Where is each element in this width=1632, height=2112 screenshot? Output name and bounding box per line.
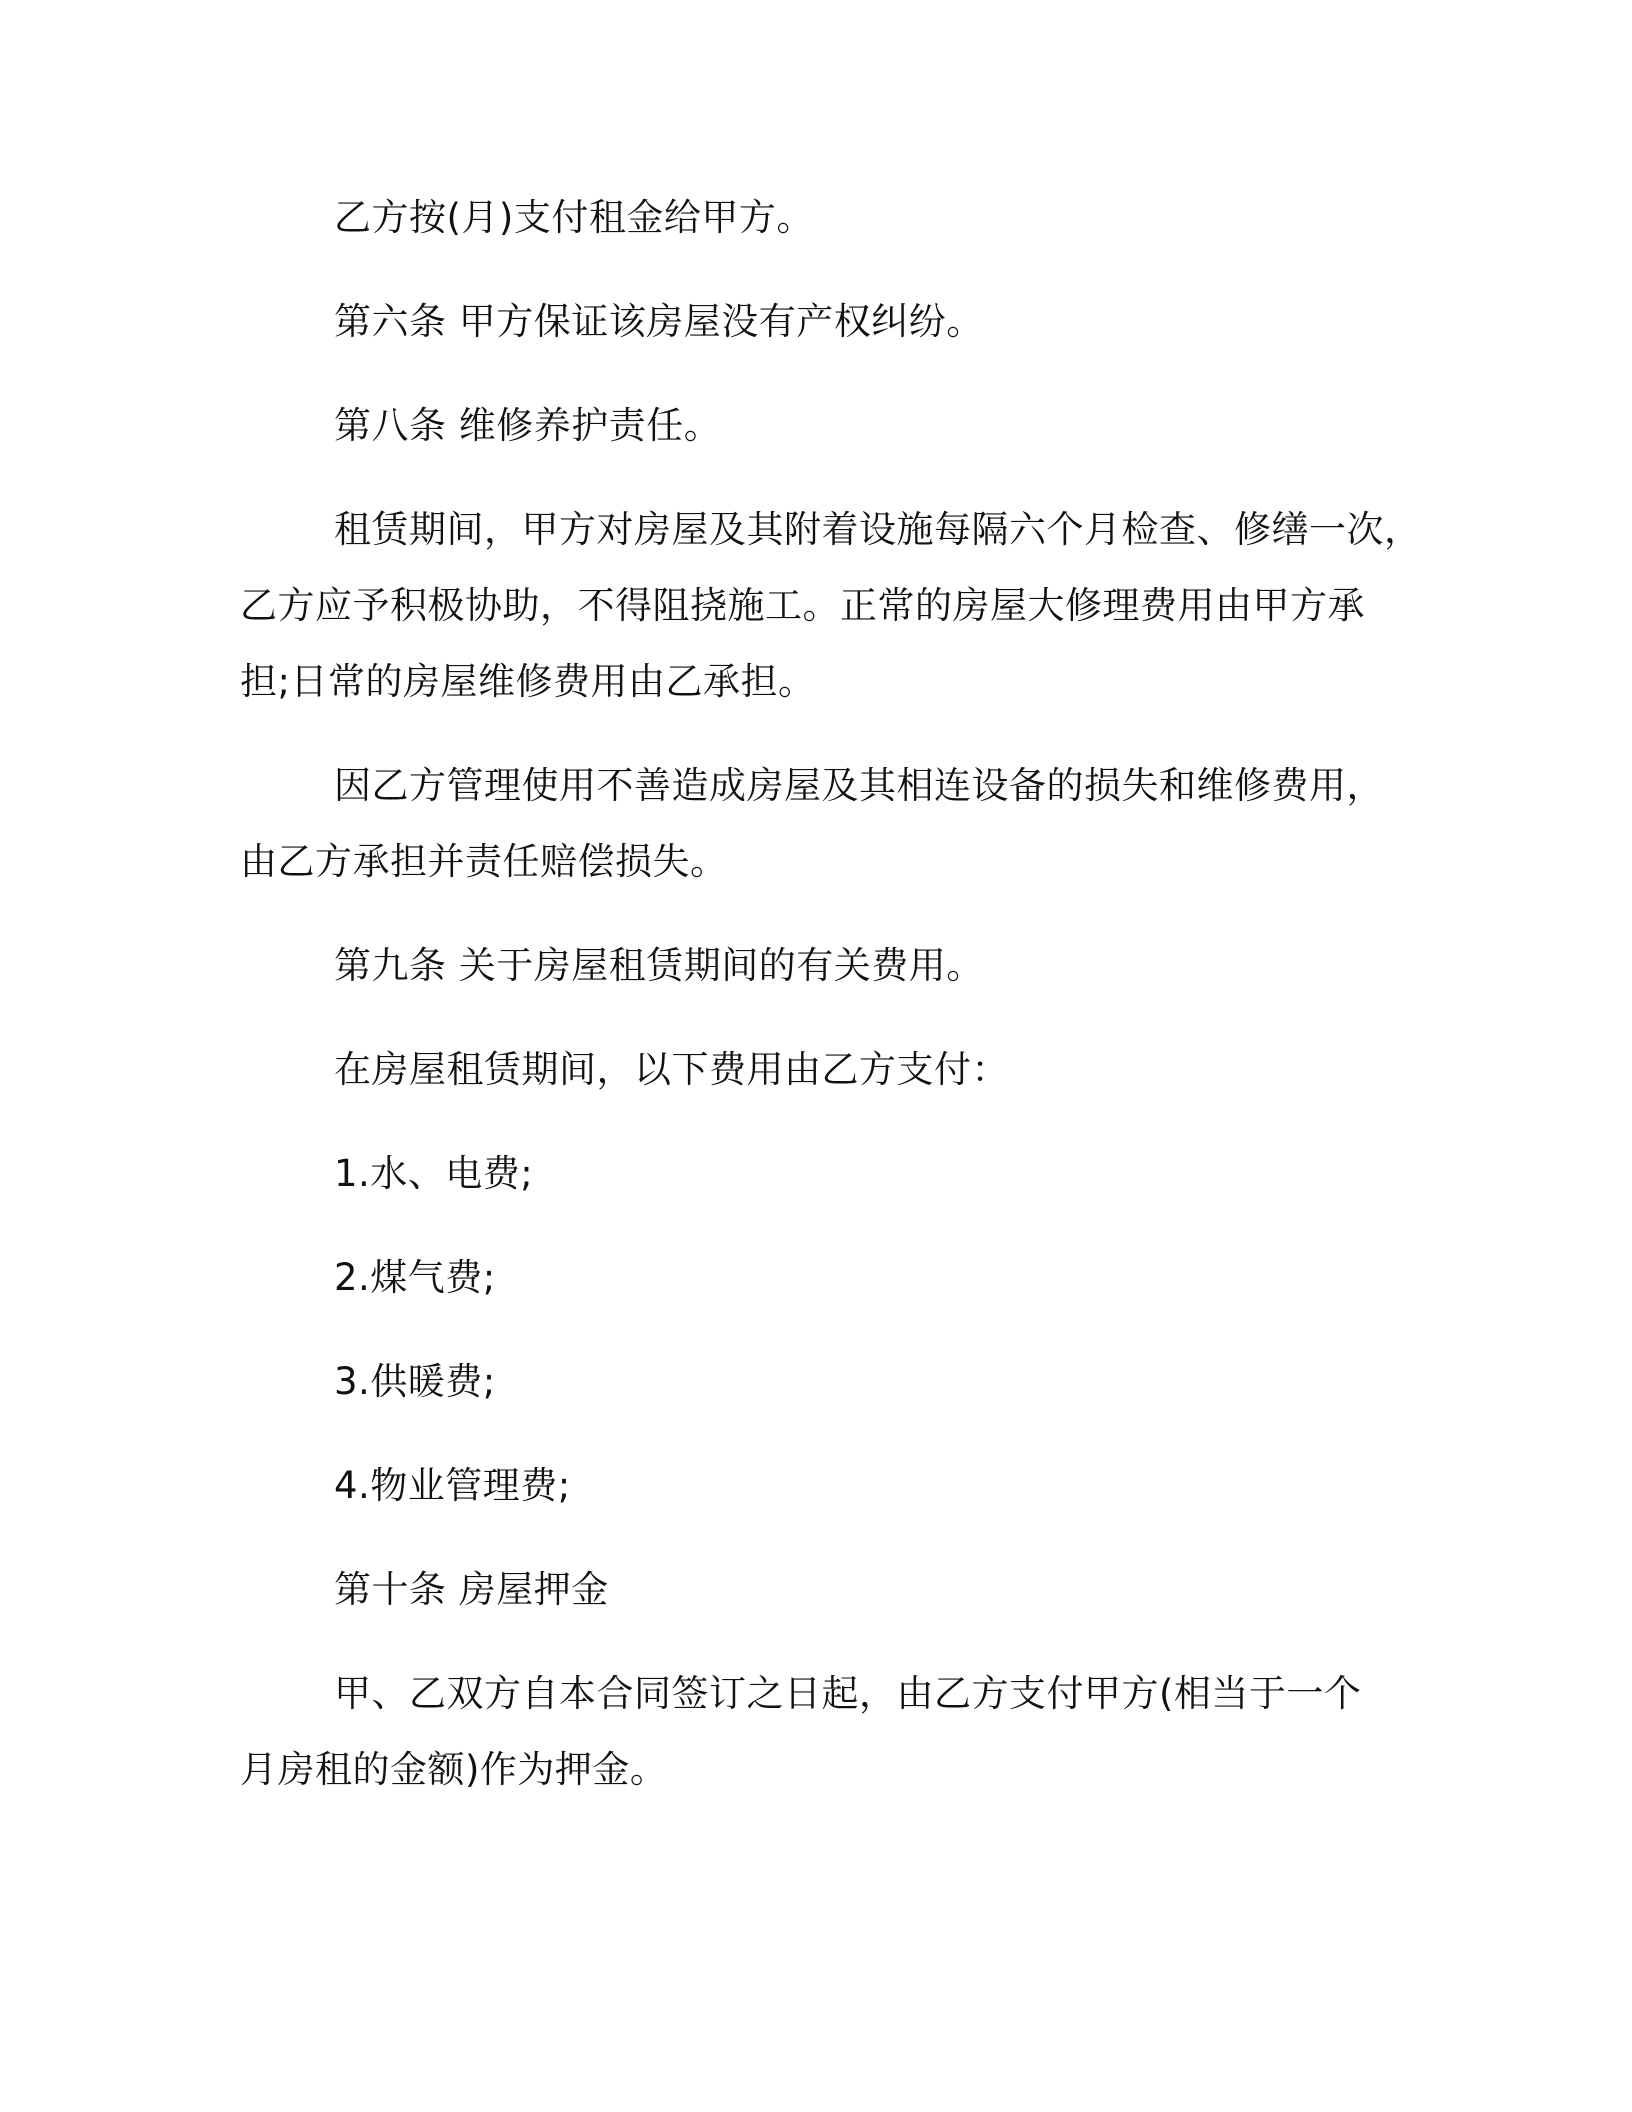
fees-intro-line: 在房屋租赁期间，以下费用由乙方支付： (334, 1048, 1009, 1091)
deposit-paragraph-line-2: 月房租的金额)作为押金。 (240, 1748, 668, 1791)
fee-item-4: 4.物业管理费; (334, 1464, 571, 1507)
maintenance-paragraph-line-1: 租赁期间，甲方对房屋及其附着设施每隔六个月检查、修缮一次， (334, 508, 1422, 551)
fee-item-3: 3.供暖费; (334, 1360, 496, 1403)
article-10-heading: 第十条 房屋押金 (334, 1568, 609, 1611)
damage-paragraph-line-2: 由乙方承担并责任赔偿损失。 (240, 840, 728, 883)
damage-paragraph-line-1: 因乙方管理使用不善造成房屋及其相连设备的损失和维修费用， (334, 764, 1384, 807)
maintenance-paragraph-line-3: 担;日常的房屋维修费用由乙承担。 (240, 660, 816, 703)
fee-item-1: 1.水、电费; (334, 1152, 534, 1195)
article-9-heading: 第九条 关于房屋租赁期间的有关费用。 (334, 944, 984, 987)
fee-item-2: 2.煤气费; (334, 1256, 496, 1299)
rent-payment-line: 乙方按(月)支付租金给甲方。 (334, 196, 814, 239)
article-6-line: 第六条 甲方保证该房屋没有产权纠纷。 (334, 300, 984, 343)
article-8-heading: 第八条 维修养护责任。 (334, 404, 722, 447)
deposit-paragraph-line-1: 甲、乙双方自本合同签订之日起，由乙方支付甲方(相当于一个 (334, 1672, 1362, 1715)
maintenance-paragraph-line-2: 乙方应予积极协助，不得阻挠施工。正常的房屋大修理费用由甲方承 (240, 584, 1365, 627)
